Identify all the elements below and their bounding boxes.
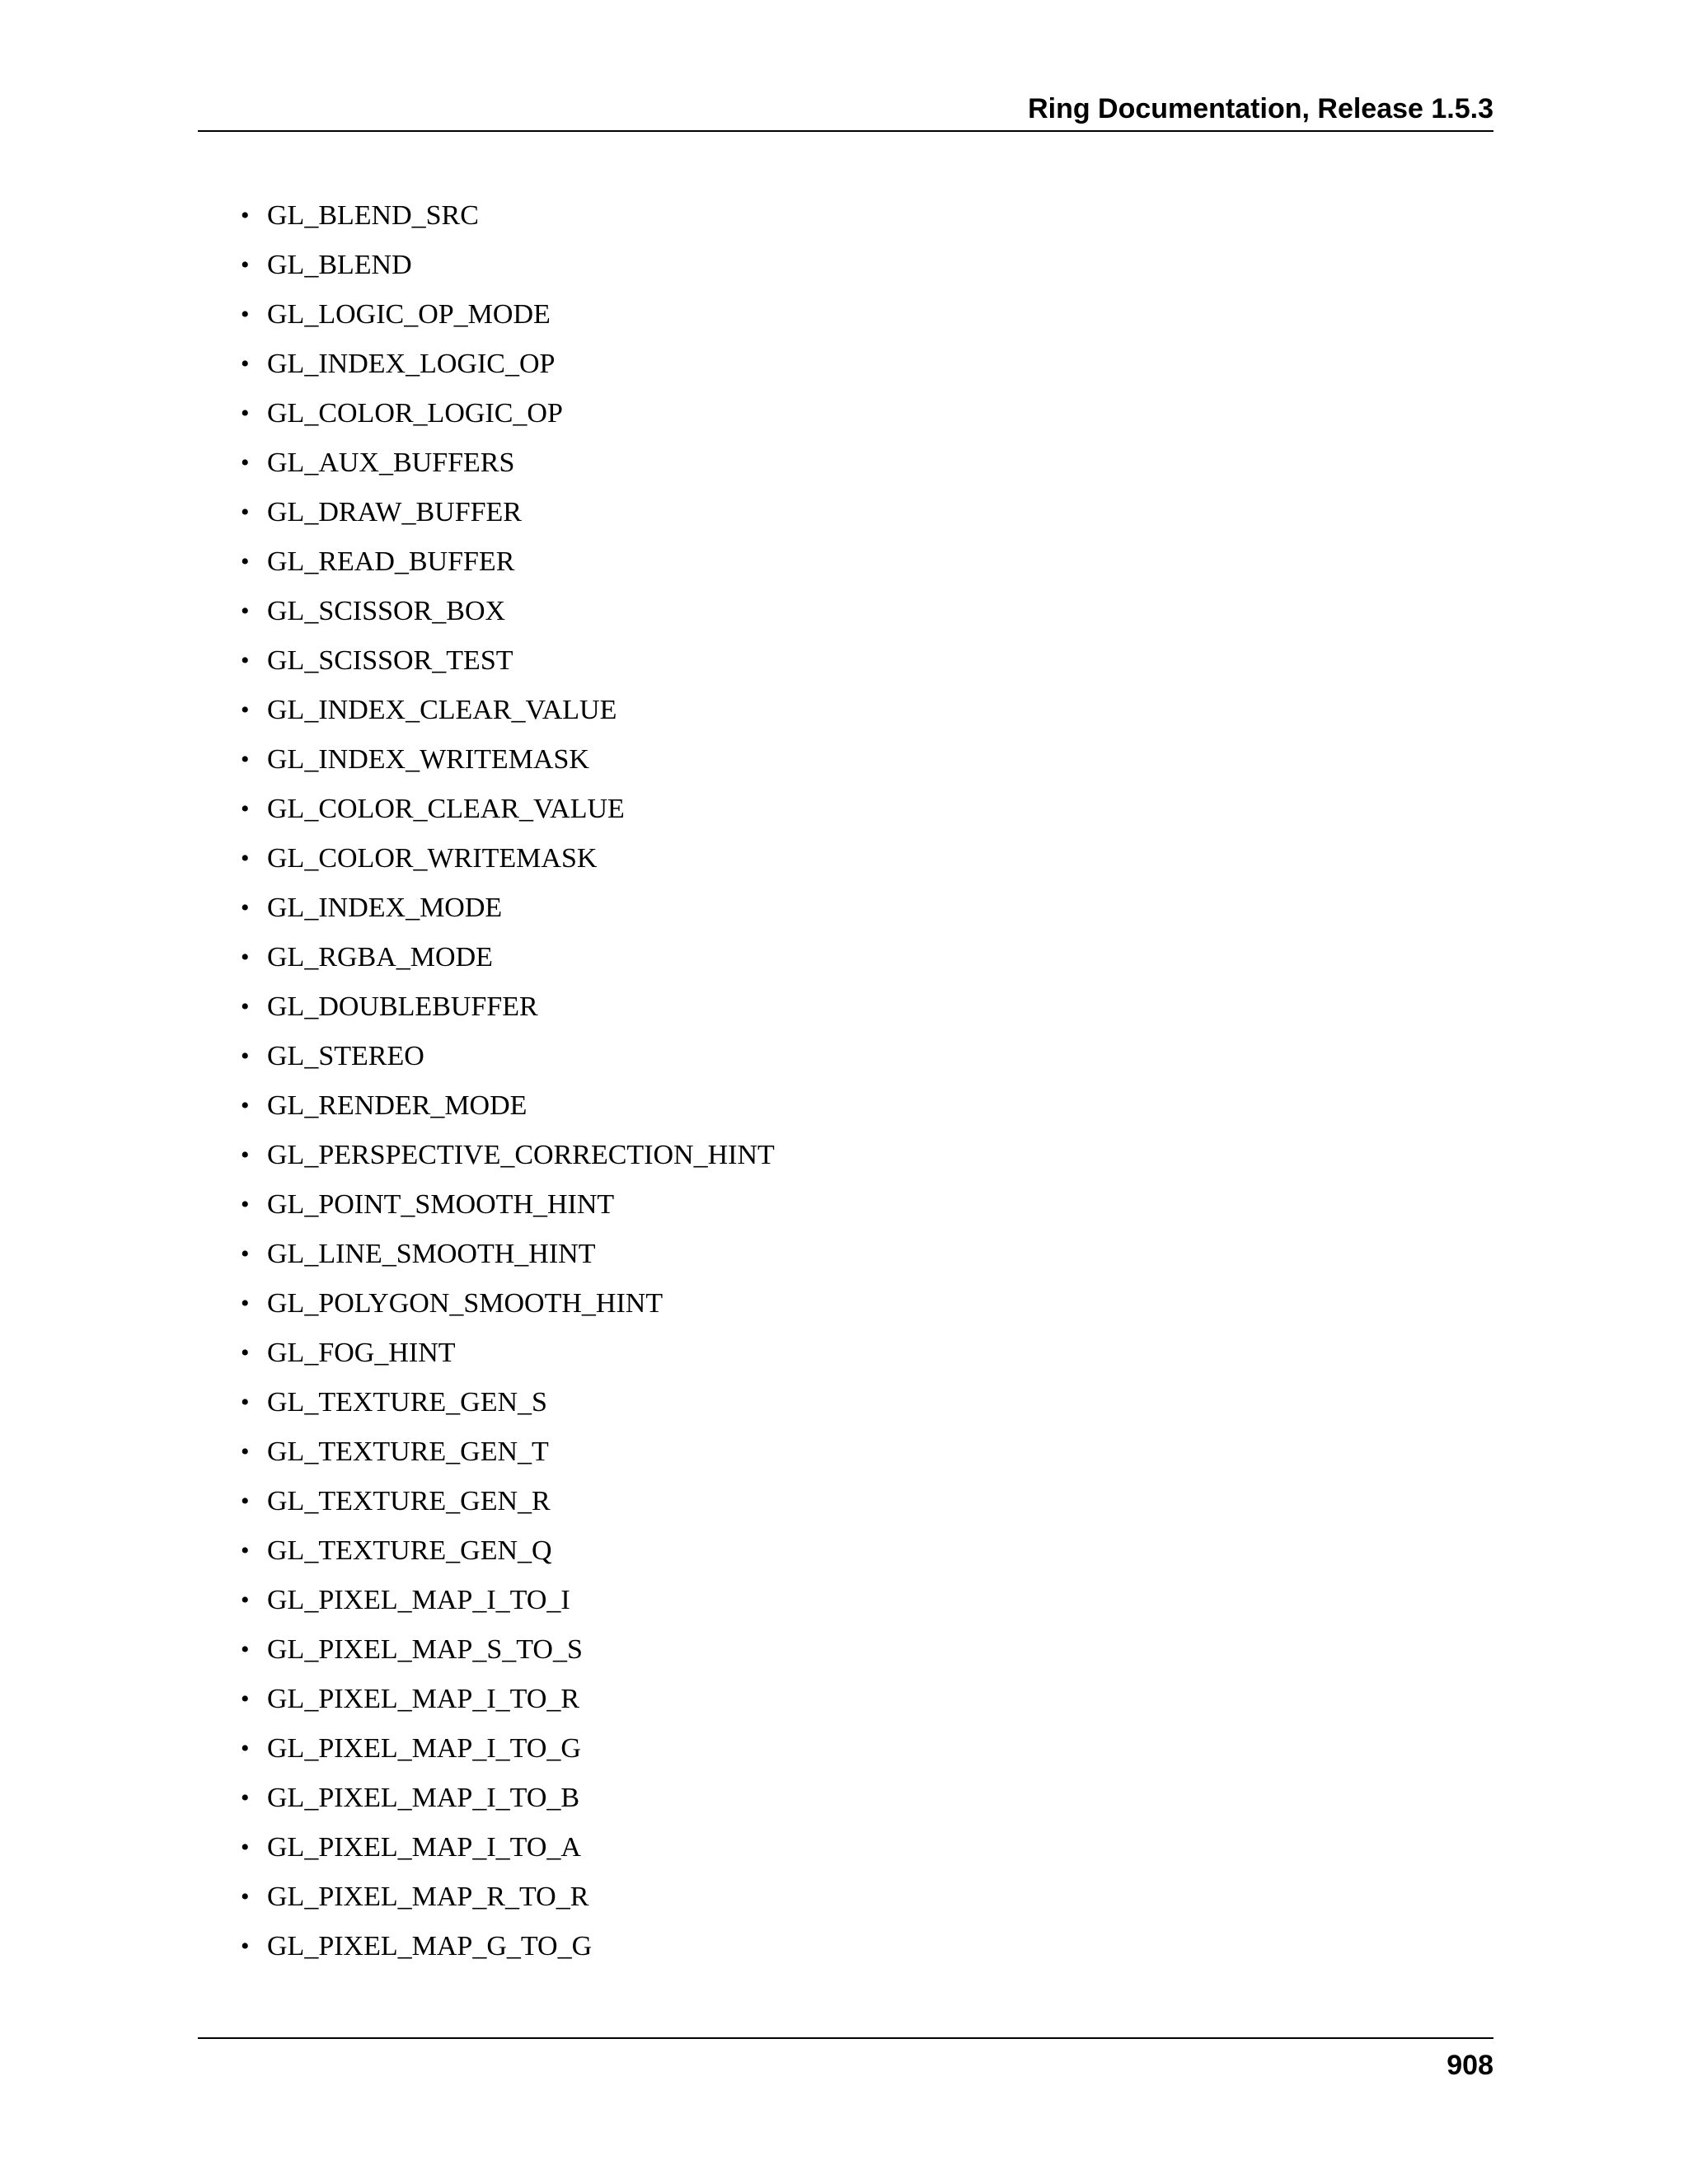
bullet-mark: • — [241, 1834, 250, 1861]
list-item — [241, 1576, 775, 1625]
bullet-mark: • — [241, 845, 250, 872]
bullet-mark: • — [241, 1290, 250, 1317]
list-item-label: GL_POLYGON_SMOOTH_HINT — [267, 1288, 663, 1319]
constant-list — [241, 191, 775, 1971]
bullet-mark: • — [241, 202, 250, 229]
list-item — [241, 537, 775, 587]
list-item-label: GL_INDEX_LOGIC_OP — [267, 349, 556, 379]
bullet-mark: • — [241, 1438, 250, 1465]
list-item-label: GL_PIXEL_MAP_I_TO_A — [267, 1832, 581, 1863]
bullet-mark: • — [241, 301, 250, 328]
bullet-mark: • — [241, 1586, 250, 1614]
list-item — [241, 1081, 775, 1131]
list-item — [241, 735, 775, 785]
document-title: Ring Documentation, Release 1.5.3 — [1028, 93, 1493, 124]
list-item-label: GL_DOUBLEBUFFER — [267, 991, 538, 1022]
list-item — [241, 340, 775, 389]
bullet-mark: • — [241, 993, 250, 1020]
bullet-mark: • — [241, 696, 250, 724]
list-item-label: GL_SCISSOR_BOX — [267, 596, 506, 626]
list-item-label: GL_COLOR_LOGIC_OP — [267, 398, 563, 429]
page-number: 908 — [1447, 2050, 1493, 2081]
bullet-mark: • — [241, 1339, 250, 1366]
bullet-mark: • — [241, 1933, 250, 1960]
list-item-label: GL_AUX_BUFFERS — [267, 448, 515, 478]
bullet-mark: • — [241, 1043, 250, 1070]
bullet-mark: • — [241, 1636, 250, 1663]
list-item-label: GL_INDEX_MODE — [267, 893, 503, 923]
list-item — [241, 933, 775, 982]
list-item-label: GL_PIXEL_MAP_G_TO_G — [267, 1931, 593, 1961]
page-header — [198, 89, 1493, 132]
bullet-mark: • — [241, 598, 250, 625]
bullet-mark: • — [241, 1784, 250, 1811]
list-item-label: GL_LINE_SMOOTH_HINT — [267, 1239, 596, 1269]
list-item-label: GL_STEREO — [267, 1041, 424, 1071]
bullet-mark: • — [241, 1883, 250, 1910]
list-item-label: GL_PIXEL_MAP_I_TO_I — [267, 1585, 570, 1615]
list-item-label: GL_RGBA_MODE — [267, 942, 493, 972]
list-item-label: GL_BLEND_SRC — [267, 200, 479, 231]
list-item — [241, 1675, 775, 1724]
list-item — [241, 1477, 775, 1526]
bullet-mark: • — [241, 1685, 250, 1713]
list-item-label: GL_PIXEL_MAP_I_TO_B — [267, 1783, 580, 1813]
bullet-mark: • — [241, 350, 250, 377]
list-item — [241, 1329, 775, 1378]
list-item — [241, 1625, 775, 1675]
list-item-label: GL_RENDER_MODE — [267, 1090, 528, 1121]
list-item — [241, 834, 775, 883]
list-item — [241, 636, 775, 686]
list-item — [241, 1230, 775, 1279]
list-item — [241, 1378, 775, 1427]
list-item-label: GL_TEXTURE_GEN_R — [267, 1486, 551, 1516]
list-item — [241, 1131, 775, 1180]
page-footer — [198, 2037, 1493, 2088]
list-item — [241, 191, 775, 241]
list-item — [241, 1872, 775, 1922]
list-item-label: GL_LOGIC_OP_MODE — [267, 299, 551, 330]
list-item — [241, 1279, 775, 1329]
list-item — [241, 785, 775, 834]
list-item — [241, 883, 775, 933]
list-item — [241, 587, 775, 636]
bullet-mark: • — [241, 746, 250, 773]
bullet-mark: • — [241, 1191, 250, 1218]
list-item-label: GL_INDEX_CLEAR_VALUE — [267, 695, 617, 725]
bullet-mark: • — [241, 251, 250, 279]
list-item-label: GL_TEXTURE_GEN_Q — [267, 1535, 552, 1566]
list-item — [241, 438, 775, 488]
bullet-mark: • — [241, 894, 250, 921]
list-item-label: GL_TEXTURE_GEN_T — [267, 1436, 549, 1467]
bullet-mark: • — [241, 647, 250, 674]
list-item — [241, 389, 775, 438]
list-item — [241, 1032, 775, 1081]
list-item — [241, 1922, 775, 1971]
list-item-label: GL_POINT_SMOOTH_HINT — [267, 1189, 615, 1220]
list-item — [241, 1724, 775, 1774]
list-item-label: GL_PIXEL_MAP_I_TO_R — [267, 1684, 580, 1714]
list-item — [241, 1823, 775, 1872]
list-item-label: GL_COLOR_CLEAR_VALUE — [267, 794, 625, 824]
bullet-mark: • — [241, 548, 250, 575]
list-item-label: GL_INDEX_WRITEMASK — [267, 744, 589, 775]
bullet-mark: • — [241, 449, 250, 476]
list-item — [241, 1427, 775, 1477]
list-item-label: GL_DRAW_BUFFER — [267, 497, 522, 527]
bullet-mark: • — [241, 944, 250, 971]
bullet-mark: • — [241, 1389, 250, 1416]
list-item — [241, 1180, 775, 1230]
bullet-mark: • — [241, 795, 250, 823]
list-item — [241, 290, 775, 340]
list-item-label: GL_READ_BUFFER — [267, 546, 515, 577]
list-item-label: GL_TEXTURE_GEN_S — [267, 1387, 547, 1418]
list-item-label: GL_PIXEL_MAP_S_TO_S — [267, 1634, 583, 1665]
bullet-mark: • — [241, 1240, 250, 1268]
bullet-mark: • — [241, 400, 250, 427]
list-item — [241, 1526, 775, 1576]
list-item-label: GL_COLOR_WRITEMASK — [267, 843, 598, 874]
bullet-mark: • — [241, 1735, 250, 1762]
list-item — [241, 1774, 775, 1823]
bullet-mark: • — [241, 1537, 250, 1564]
list-item-label: GL_PIXEL_MAP_R_TO_R — [267, 1882, 589, 1912]
bullet-mark: • — [241, 1488, 250, 1515]
list-item — [241, 686, 775, 735]
list-item — [241, 982, 775, 1032]
list-item — [241, 488, 775, 537]
bullet-mark: • — [241, 499, 250, 526]
bullet-mark: • — [241, 1141, 250, 1169]
list-item-label: GL_BLEND — [267, 250, 412, 280]
list-item-label: GL_FOG_HINT — [267, 1338, 456, 1368]
list-item-label: GL_SCISSOR_TEST — [267, 645, 513, 676]
list-item-label: GL_PIXEL_MAP_I_TO_G — [267, 1733, 581, 1764]
list-item — [241, 241, 775, 290]
list-item-label: GL_PERSPECTIVE_CORRECTION_HINT — [267, 1140, 775, 1170]
bullet-mark: • — [241, 1092, 250, 1119]
